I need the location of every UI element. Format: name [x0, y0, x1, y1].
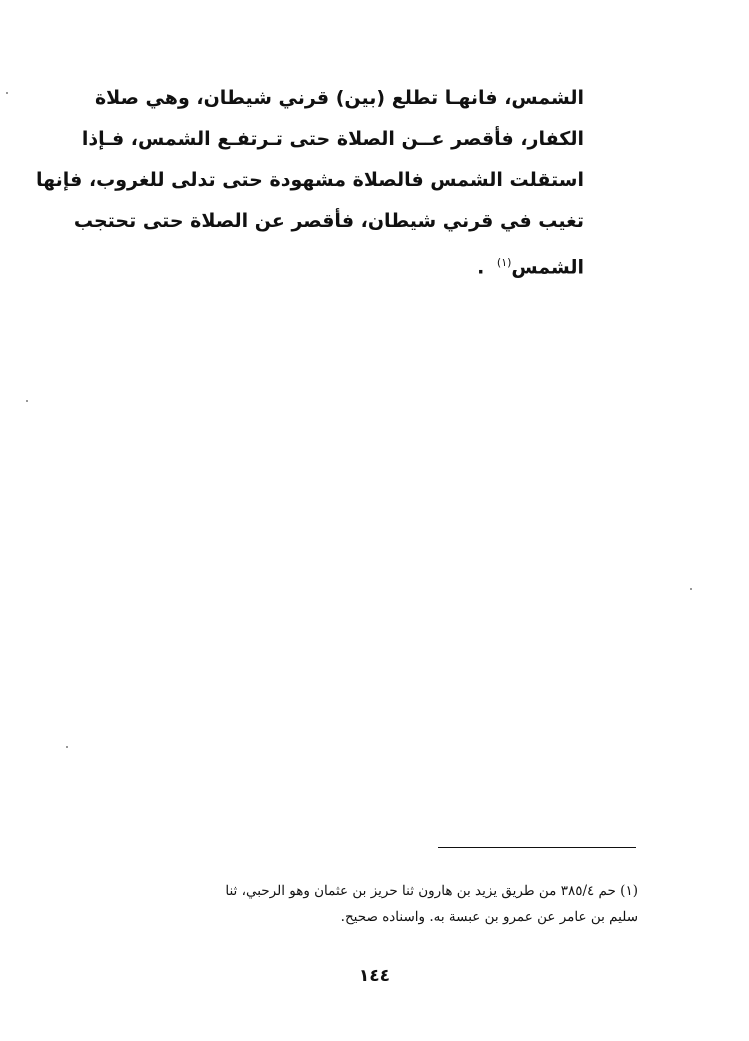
scan-speck — [26, 400, 28, 402]
page-number: ١٤٤ — [358, 966, 391, 986]
footnote-reference-marker: (١) — [496, 256, 512, 269]
footnote — [92, 878, 638, 930]
text-line-4: تغيب في قرني شيطان، فأقصر عن الصلاة حتى تحتجب — [73, 210, 584, 232]
text-line-1: الشمس، فانهـا تطلع (بين) قرني شيطان، وهي صلاة — [94, 87, 584, 109]
main-text — [35, 78, 584, 288]
last-line-text: الشمس — [511, 256, 584, 279]
text-line-2: الكفار، فأقصر عــن الصلاة حتى تـرتفـع الشمس، فـإذا — [81, 128, 584, 150]
footnote-line-2: سليم بن عامر عن عمرو بن عبسة به. واسناده صحيح. — [340, 909, 638, 925]
footnote-separator-rule — [438, 847, 636, 848]
scan-speck — [6, 92, 8, 94]
scan-speck — [66, 746, 68, 748]
text-line-3: استقلت الشمس فالصلاة مشهودة حتى تدلى للغروب، فإنها — [35, 169, 584, 191]
scan-speck — [690, 588, 692, 590]
text-line-5 — [100, 242, 584, 288]
footnote-line-1: (١) حم ٣٨٥/٤ من طريق يزيد بن هارون ثنا حريز بن عثمان وهو الرحبي، ثنا — [225, 883, 638, 899]
end-punctuation: . — [477, 256, 485, 279]
